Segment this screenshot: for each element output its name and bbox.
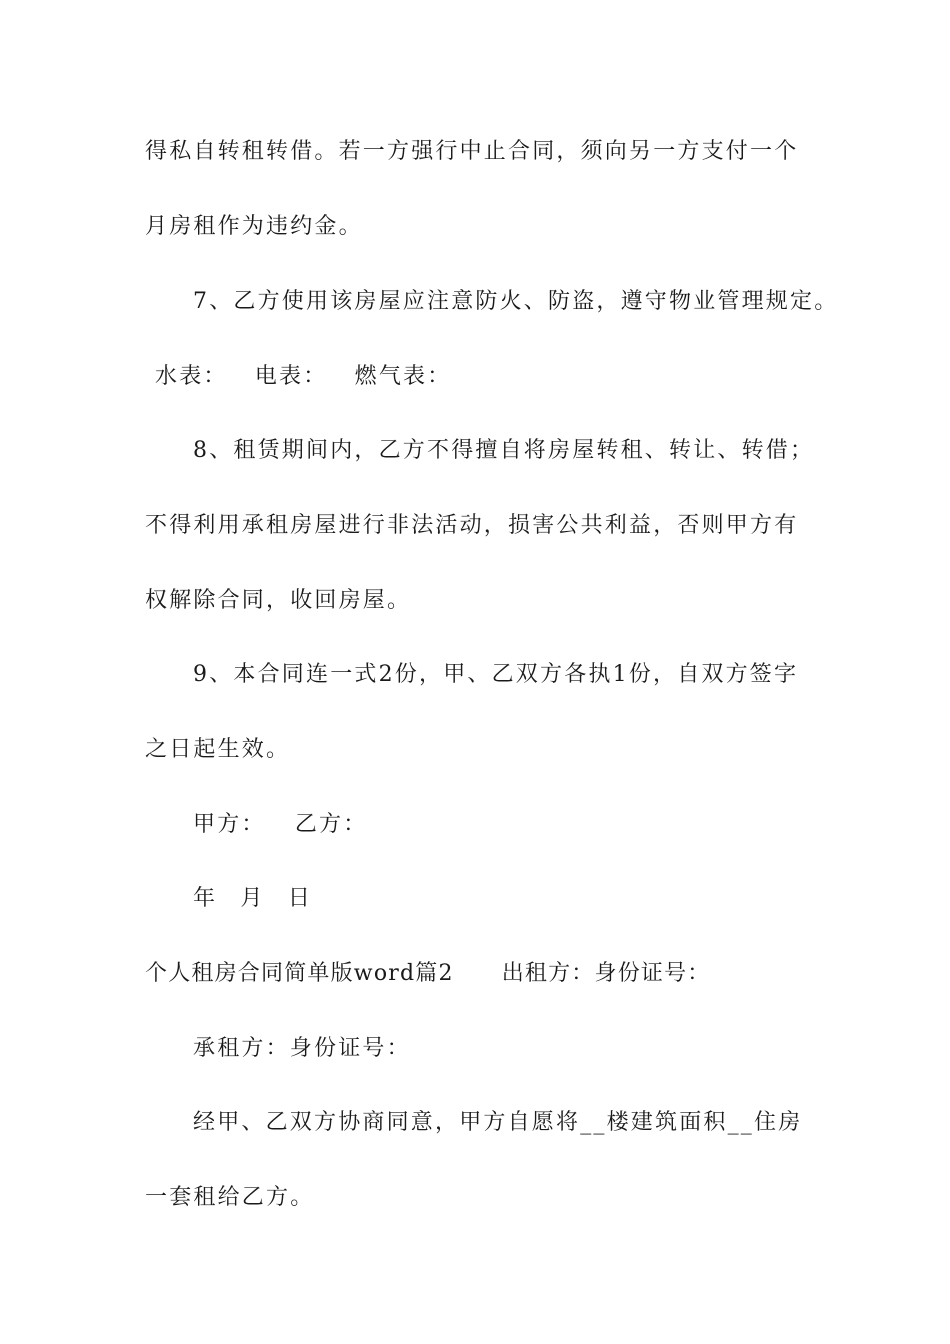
agreement-paragraph: 经甲、乙双方协商同意，甲方自愿将__楼建筑面积__住房 (193, 1110, 803, 1135)
day-label: 日 (287, 886, 313, 911)
section-heading (145, 959, 711, 989)
section-title: 个人租房合同简单版word篇2 (145, 961, 454, 986)
meter-readings (155, 362, 469, 392)
paragraph-line: 月房租作为违约金。 (145, 214, 363, 239)
clause-7: 7、乙方使用该房屋应注意防火、防盗，遵守物业管理规定。 (193, 289, 839, 314)
paragraph-line: 权解除合同，收回房屋。 (145, 588, 412, 613)
signature-line (193, 810, 387, 840)
water-meter-label: 水表： (155, 364, 228, 389)
paragraph-line: 一套租给乙方。 (145, 1185, 315, 1210)
paragraph-line: 不得利用承租房屋进行非法活动，损害公共利益，否则甲方有 (145, 513, 799, 538)
paragraph-line: 得私自转租转借。若一方强行中止合同，须向另一方支付一个 (145, 139, 799, 164)
electric-meter-label: 电表： (254, 364, 328, 389)
date-line (193, 884, 326, 914)
clause-9: 9、本合同连一式2份，甲、乙双方各执1份，自双方签字 (193, 662, 799, 687)
gas-meter-label: 燃气表： (354, 364, 452, 389)
month-label: 月 (240, 886, 265, 911)
clause-8: 8、租赁期间内，乙方不得擅自将房屋转租、转让、转借； (193, 438, 815, 463)
party-a-label: 甲方： (193, 812, 266, 837)
paragraph-line: 之日起生效。 (145, 737, 291, 762)
lessor-label: 出租方：身份证号： (501, 961, 711, 986)
lessee-label: 承租方：身份证号： (193, 1036, 411, 1061)
party-b-label: 乙方： (294, 812, 368, 837)
year-label: 年 (193, 886, 218, 911)
